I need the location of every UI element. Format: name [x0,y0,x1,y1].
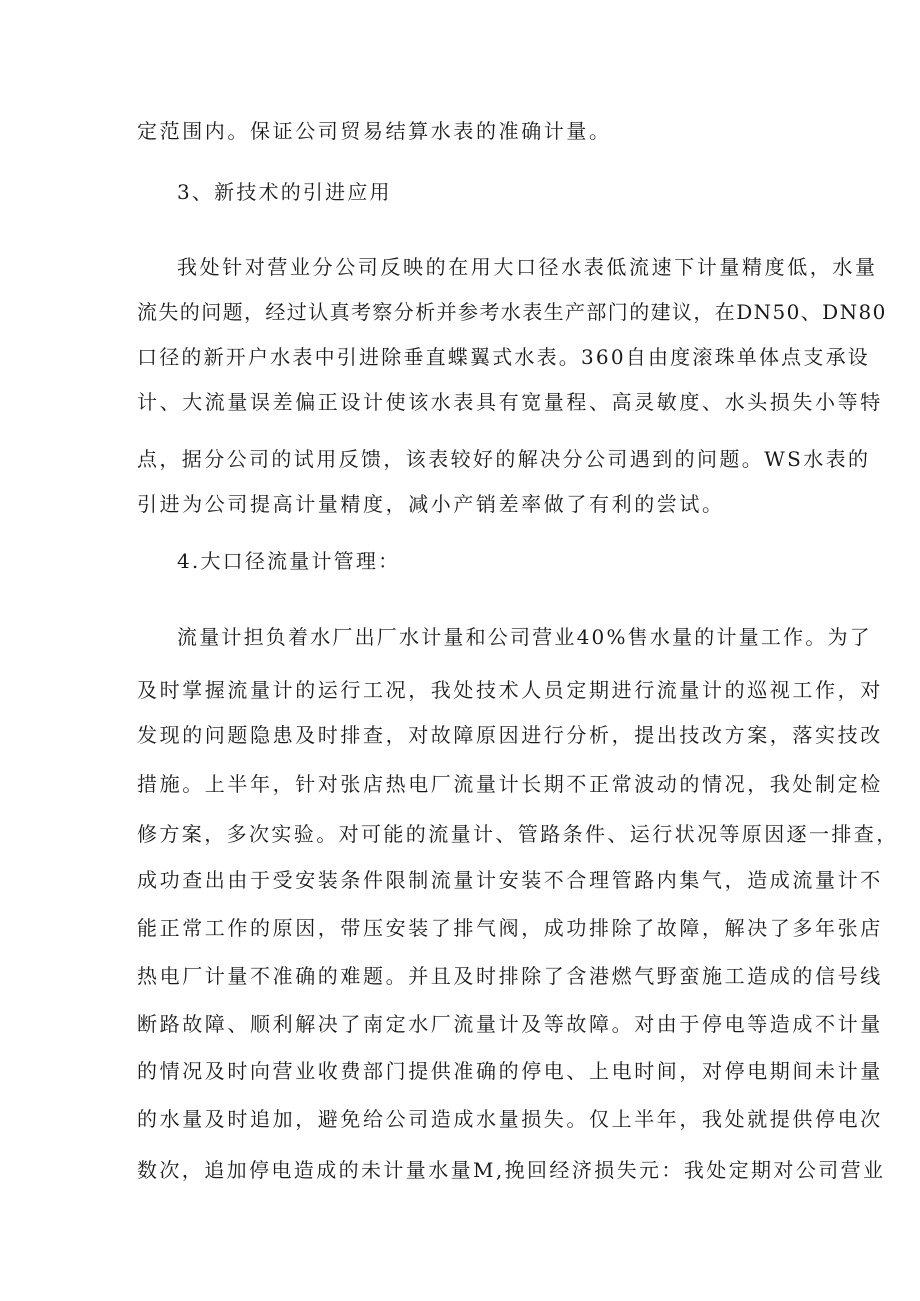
paragraph-line: 及时掌握流量计的运行工况，我处技术人员定期进行流量计的巡视工作，对 [137,678,883,702]
paragraph-line: 的水量及时追加，避免给公司造成水量损失。仅上半年，我处就提供停电次 [137,1107,883,1131]
section-heading-flowmeter-management: 4.大口径流量计管理： [177,549,401,573]
paragraph-line: 热电厂计量不准确的难题。并且及时排除了含港燃气野蛮施工造成的信号线 [137,964,883,988]
paragraph-line: 数次，追加停电造成的未计量水量M,挽回经济损失元：我处定期对公司营业 [137,1158,886,1182]
paragraph-line: 我处针对营业分公司反映的在用大口径水表低流速下计量精度低，水量 [177,255,878,279]
paragraph-line: 点，据分公司的试用反馈，该表较好的解决分公司遇到的问题。WS水表的 [137,447,871,471]
paragraph-line: 断路故障、顺利解决了南定水厂流量计及等故障。对由于停电等造成不计量 [137,1012,883,1036]
paragraph-line: 能正常工作的原因，带压安装了排气阀，成功排除了故障，解决了多年张店 [137,916,883,940]
section-heading-new-technology: 3、新技术的引进应用 [177,180,392,204]
paragraph-line: 的情况及时向营业收费部门提供准确的停电、上电时间，对停电期间未计量 [137,1059,883,1083]
paragraph-line: 发现的问题隐患及时排查，对故障原因进行分析，提出技改方案，落实技改 [137,723,883,747]
paragraph-line: 引进为公司提高计量精度，减小产销差率做了有利的尝试。 [137,492,725,516]
paragraph-line: 措施。上半年，针对张店热电厂流量计长期不正常波动的情况，我处制定检 [137,772,883,796]
paragraph-line: 修方案，多次实验。对可能的流量计、管路条件、运行状况等原因逐一排查， [137,822,899,846]
paragraph-line: 口径的新开户水表中引进除垂直蝶翼式水表。360自由度滚珠单体点支承设 [137,345,870,369]
paragraph-line: 计、大流量误差偏正设计使该水表具有宽量程、高灵敏度、水头损失小等特 [137,390,883,414]
paragraph-line: 成功查出由于受安装条件限制流量计安装不合理管路内集气，造成流量计不 [137,868,883,892]
paragraph-line: 流失的问题，经过认真考察分析并参考水表生产部门的建议，在DN50、DN80 [137,300,887,324]
paragraph-line: 流量计担负着水厂出厂水计量和公司营业40%售水量的计量工作。为了 [177,625,872,649]
paragraph-continuation-line: 定范围内。保证公司贸易结算水表的准确计量。 [137,119,612,143]
